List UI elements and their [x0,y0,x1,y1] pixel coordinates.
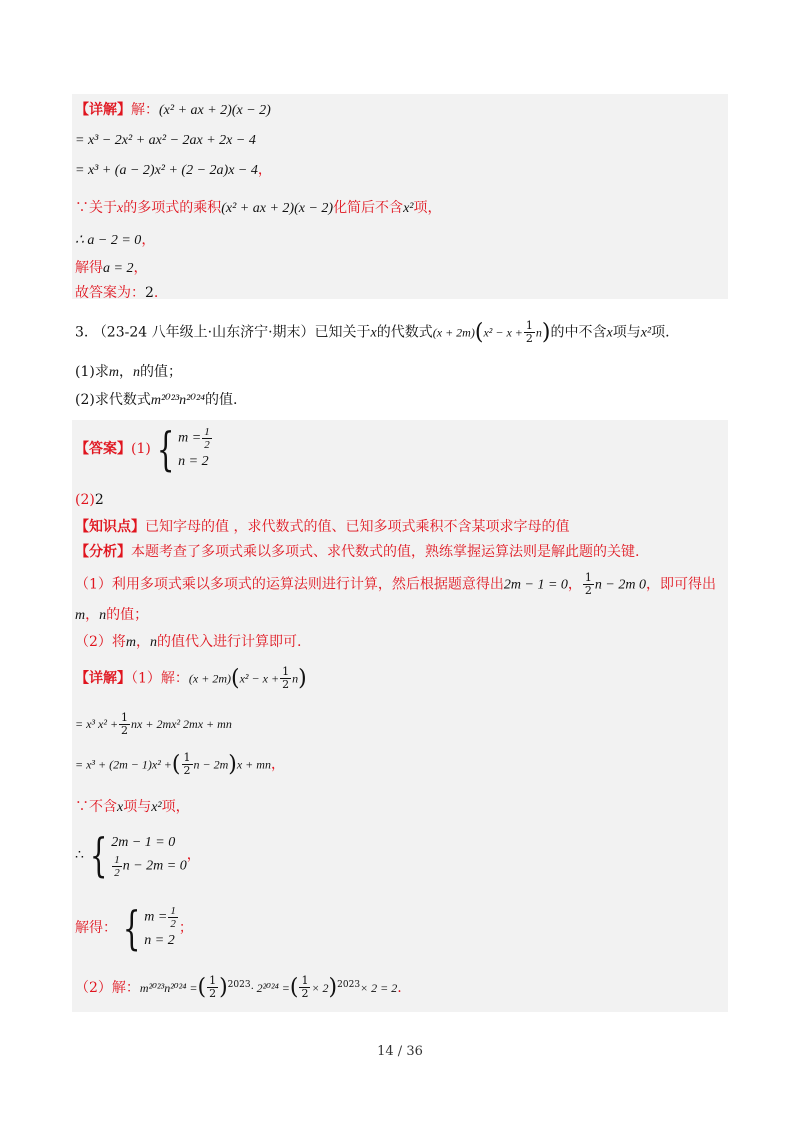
analysis-step-1-cont: m，n的值； [75,607,149,623]
question-3: 3. （23-24 八年级上·山东济宁·期末）已知关于x的代数式(x + 2m)(x² − x + $\frac{1}{2}$ n)的中不含x项与x²项. [75,319,670,345]
answer-tag: 【答案】 [75,441,131,457]
detail-line-1: 【详解】解：(x² + ax + 2)(x − 2) [75,102,271,118]
detail-line-7: 故答案为：2. [75,285,159,301]
detail-line-6: 解得a = 2， [75,260,148,276]
detail2-solution: 解得： { m = $\frac{1}{2}$ n = 2 ； [75,901,193,955]
detail2-tag: 【详解】 [75,670,131,687]
detail2-line-3: = x³ + (2m − 1)x² +( $\frac{1}{2}$ n − 2m)x + mn， [75,751,285,777]
detail2-line-1: 【详解】（1）解：(x + 2m)(x² − x + $\frac{1}{2}$ n) [75,665,307,691]
detail-line-2: = x³ − 2x² + ax² − 2ax + 2x − 4 [75,133,256,148]
analysis-tag: 【分析】 [75,544,131,560]
solution-panel-top [72,94,728,299]
detail2-system: ∴ { 2m − 1 = 0 $\frac{1}{2}$ n − 2m = 0 ， [75,828,201,882]
analysis-step-2: （2）将m，n的值代入进行计算即可. [75,634,302,650]
answer-part-2: (2)2 [75,492,104,508]
knowledge-tag: 【知识点】 [75,519,145,535]
detail2-because: ∵不含x项与x²项， [75,799,190,815]
page-number: 14 / 36 [377,1044,423,1059]
detail-line-4: ∵关于x的多项式的乘积(x² + ax + 2)(x − 2)化简后不含x²项， [75,200,442,216]
answer-system: { m = $\frac{1}{2}$ n = 2 [156,422,210,476]
detail2-line-2: = x³ x² + $\frac{1}{2}$ nx + 2mx² 2mx + mn [75,711,232,737]
detail2-part-2: （2）解： m²⁰²³n²⁰²⁴ = ( $\frac{1}{2}$ ) 2023 · 2²⁰²⁴ = ( $\frac{1}{2}$ × 2 ) 2023 × 2 = 2 . [75,974,402,1000]
detail-line-3: = x³ + (a − 2)x² + (2 − 2a)x − 4， [75,162,272,178]
expression: (x² + ax + 2)(x − 2) [159,103,271,118]
question-part-2: (2)求代数式m²⁰²³n²⁰²⁴的值. [75,392,238,408]
fraction-half: $\frac{1}{2}$ [525,319,533,345]
knowledge-line: 【知识点】已知字母的值 ，求代数式的值、已知多项式乘积不含某项求字母的值 [75,519,570,535]
analysis-line: 【分析】本题考查了多项式乘以多项式、求代数式的值，熟练掌握运算法则是解此题的关键. [75,544,640,560]
answer-line: 【答案】 (1) { m = $\frac{1}{2}$ n = 2 [75,424,213,474]
question-part-1: (1)求m，n的值； [75,364,182,380]
analysis-step-1: （1）利用多项式乘以多项式的运算法则进行计算，然后根据题意得出2m − 1 = 0， $\frac{1}{2}$ n − 2m 0，即可得出 [75,571,716,597]
detail-line-5: ∴ a − 2 = 0， [75,232,156,248]
detail-tag: 【详解】 [75,102,131,118]
